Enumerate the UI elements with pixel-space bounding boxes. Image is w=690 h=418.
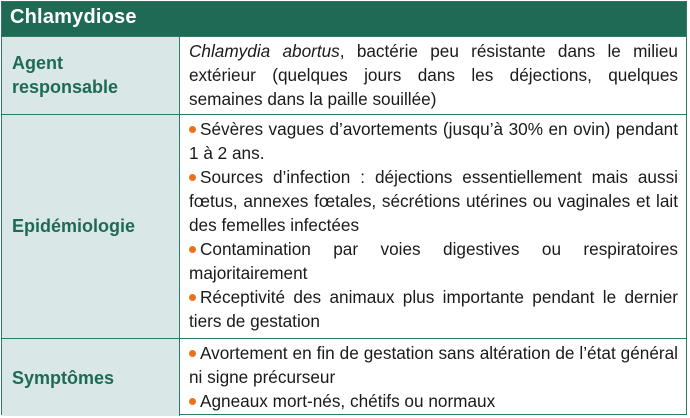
list-item-text: Réceptivité des animaux plus importante pendant le dernier tiers de gestation — [189, 287, 678, 331]
agent-species-name: Chlamydia abortus — [189, 41, 340, 61]
orange-dot-bullet-icon — [189, 398, 196, 405]
list-item-text: Sources d’infection : déjections essentiellement mais aussi fœtus, annexes fœtales, sécrétions utérines ou vaginales et lait des femelles infectées — [189, 167, 678, 235]
orange-dot-bullet-icon — [189, 174, 196, 181]
table-row-symptoms — [2, 338, 686, 416]
list-item-text: Sévères vagues d’avortements (jusqu’à 30% en ovin) pendant 1 à 2 ans. — [189, 119, 678, 163]
list-item — [189, 117, 678, 165]
list-item-text: Contamination par voies digestives ou respiratoires majoritairement — [189, 239, 678, 283]
orange-dot-bullet-icon — [189, 246, 196, 253]
orange-dot-bullet-icon — [189, 294, 196, 301]
row-label-agent: Agent responsable — [12, 53, 119, 97]
list-item — [189, 237, 678, 285]
row-label-cell — [2, 339, 180, 416]
disease-table — [1, 1, 687, 415]
table-title: Chlamydiose — [10, 6, 137, 28]
row-content-agent — [180, 37, 686, 114]
agent-description-text: , bactérie peu résistante dans le milieu extérieur (quelques jours dans les déjections, quelques semaines dans la paille souillée) — [189, 41, 678, 109]
agent-description — [189, 39, 678, 111]
list-item — [189, 165, 678, 237]
list-item — [189, 285, 678, 333]
row-content-symptoms — [180, 339, 686, 416]
orange-dot-bullet-icon — [189, 350, 196, 357]
list-item — [189, 341, 678, 389]
table-row-agent — [2, 36, 686, 114]
row-label-symptoms: Symptômes — [12, 368, 115, 388]
row-label-cell — [2, 115, 180, 338]
list-item — [189, 389, 678, 413]
row-label-cell — [2, 37, 180, 114]
row-label-epidemiology: Epidémiologie — [12, 216, 136, 236]
orange-dot-bullet-icon — [189, 126, 196, 133]
list-item-text: Agneaux mort-nés, chétifs ou normaux — [200, 391, 496, 411]
table-row-epidemiology — [2, 114, 686, 338]
list-item-text: Avortement en fin de gestation sans altération de l’état général ni signe précurseur — [189, 343, 678, 387]
row-content-epidemiology — [180, 115, 686, 338]
table-header — [2, 2, 686, 36]
